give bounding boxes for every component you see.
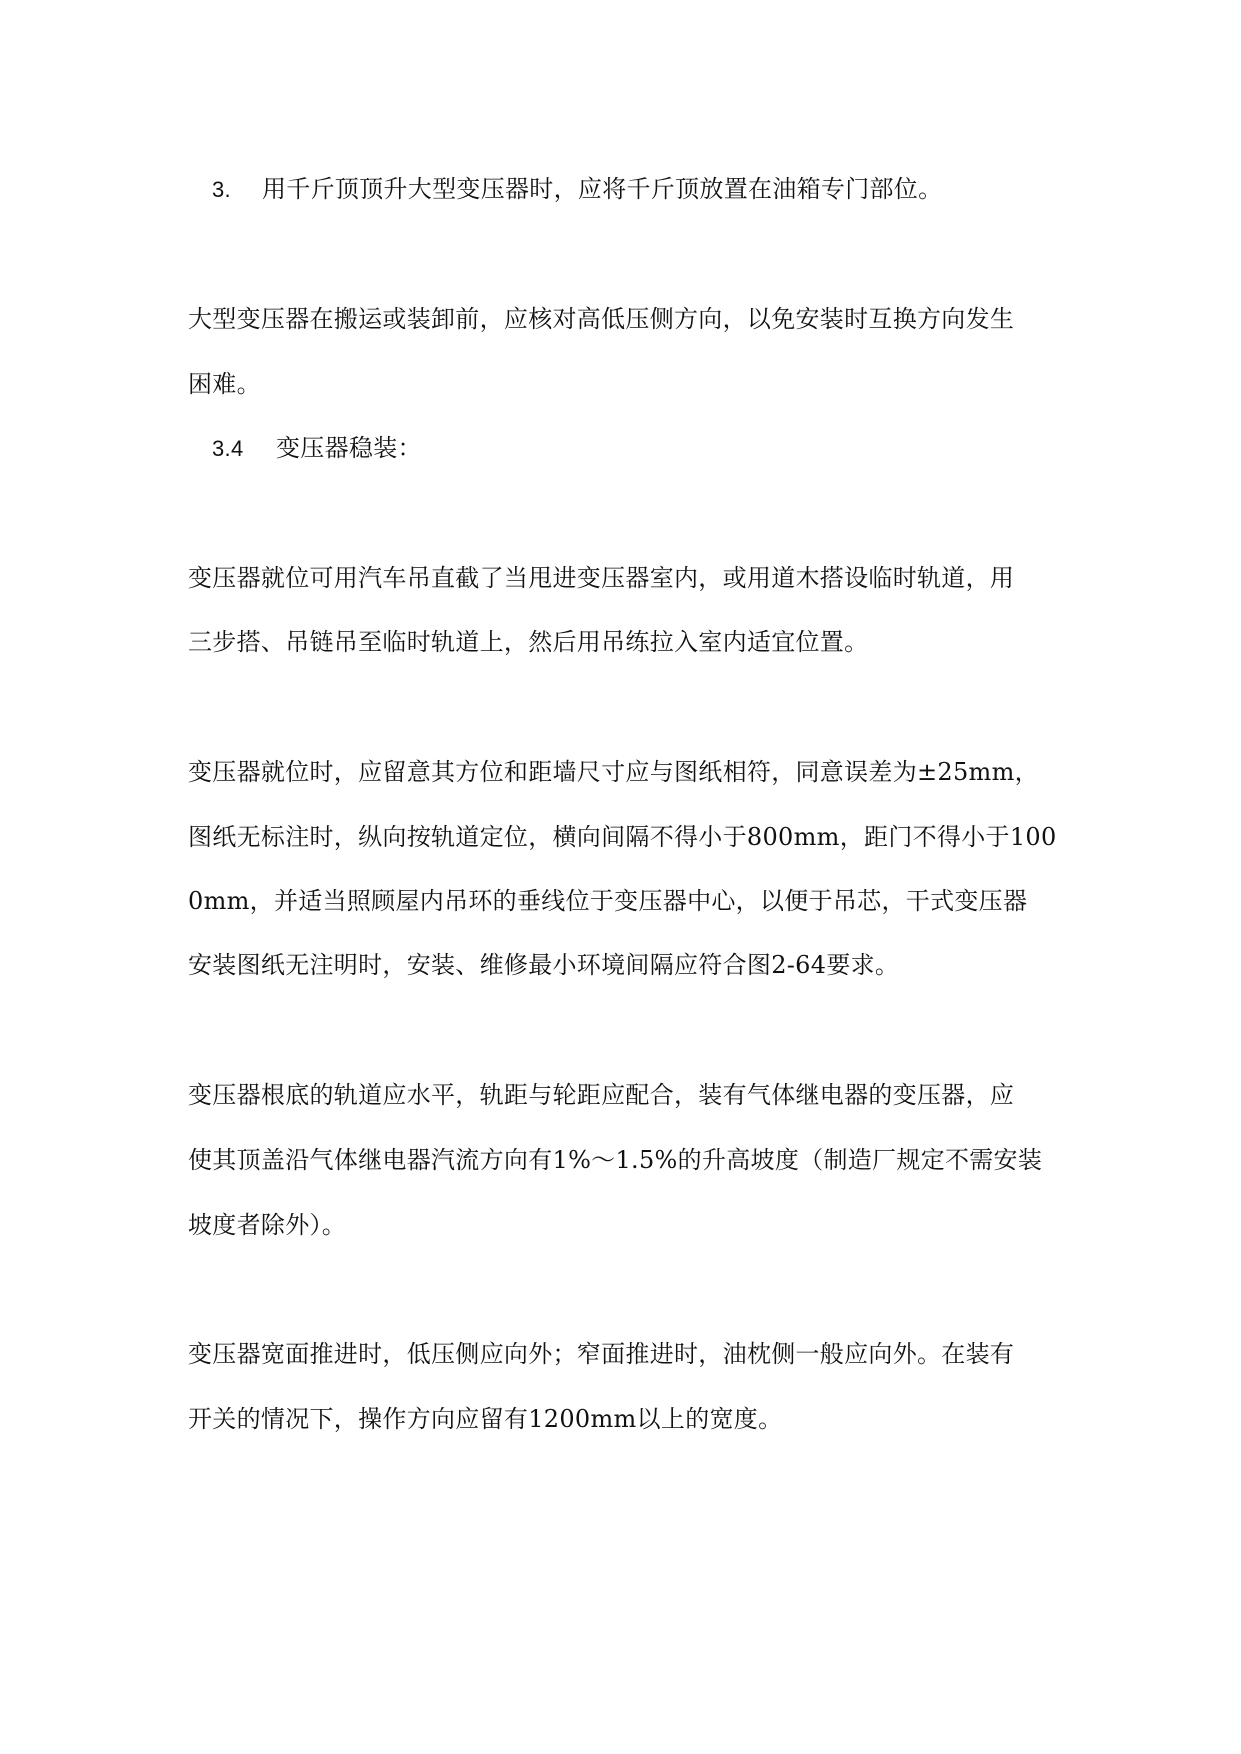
section-heading-3-4 — [212, 431, 422, 466]
paragraph-line: 三步搭、吊链吊至临时轨道上，然后用吊练拉入室内适宜位置。 — [188, 628, 869, 656]
paragraph-line: 变压器根底的轨道应水平，轨距与轮距应配合，装有气体继电器的变压器，应 — [188, 1081, 1015, 1109]
item-number: 3. — [212, 177, 231, 202]
paragraph-line: 安装图纸无注明时，安装、维修最小环境间隔应符合图2-64要求。 — [188, 951, 900, 979]
paragraph-line: 使其顶盖沿气体继电器汽流方向有1%～1.5%的升高坡度（制造厂规定不需安装 — [188, 1146, 1043, 1174]
section-number: 3.4 — [212, 436, 244, 461]
section-title: 变压器稳装： — [276, 434, 422, 462]
item-text: 用千斤顶顶升大型变压器时，应将千斤顶放置在油箱专门部位。 — [262, 175, 943, 203]
paragraph-line: 变压器就位可用汽车吊直截了当甩进变压器室内，或用道木搭设临时轨道，用 — [188, 564, 1015, 592]
paragraph-line: 变压器就位时，应留意其方位和距墙尺寸应与图纸相符，同意误差为±25mm， — [188, 758, 1039, 786]
paragraph-line: 大型变压器在搬运或装卸前，应核对高低压侧方向，以免安装时互换方向发生 — [188, 305, 1015, 333]
paragraph-line: 0mm，并适当照顾屋内吊环的垂线位于变压器中心，以便于吊芯，干式变压器 — [188, 887, 1028, 915]
paragraph-line: 坡度者除外）。 — [188, 1211, 347, 1239]
paragraph-line: 图纸无标注时，纵向按轨道定位，横向间隔不得小于800mm，距门不得小于100 — [188, 823, 1057, 851]
paragraph-line: 困难。 — [188, 370, 261, 398]
paragraph-line: 开关的情况下，操作方向应留有1200mm以上的宽度。 — [188, 1405, 783, 1433]
paragraph-line: 变压器宽面推进时，低压侧应向外；窄面推进时，油枕侧一般应向外。在装有 — [188, 1340, 1015, 1368]
list-item-3 — [212, 172, 942, 207]
